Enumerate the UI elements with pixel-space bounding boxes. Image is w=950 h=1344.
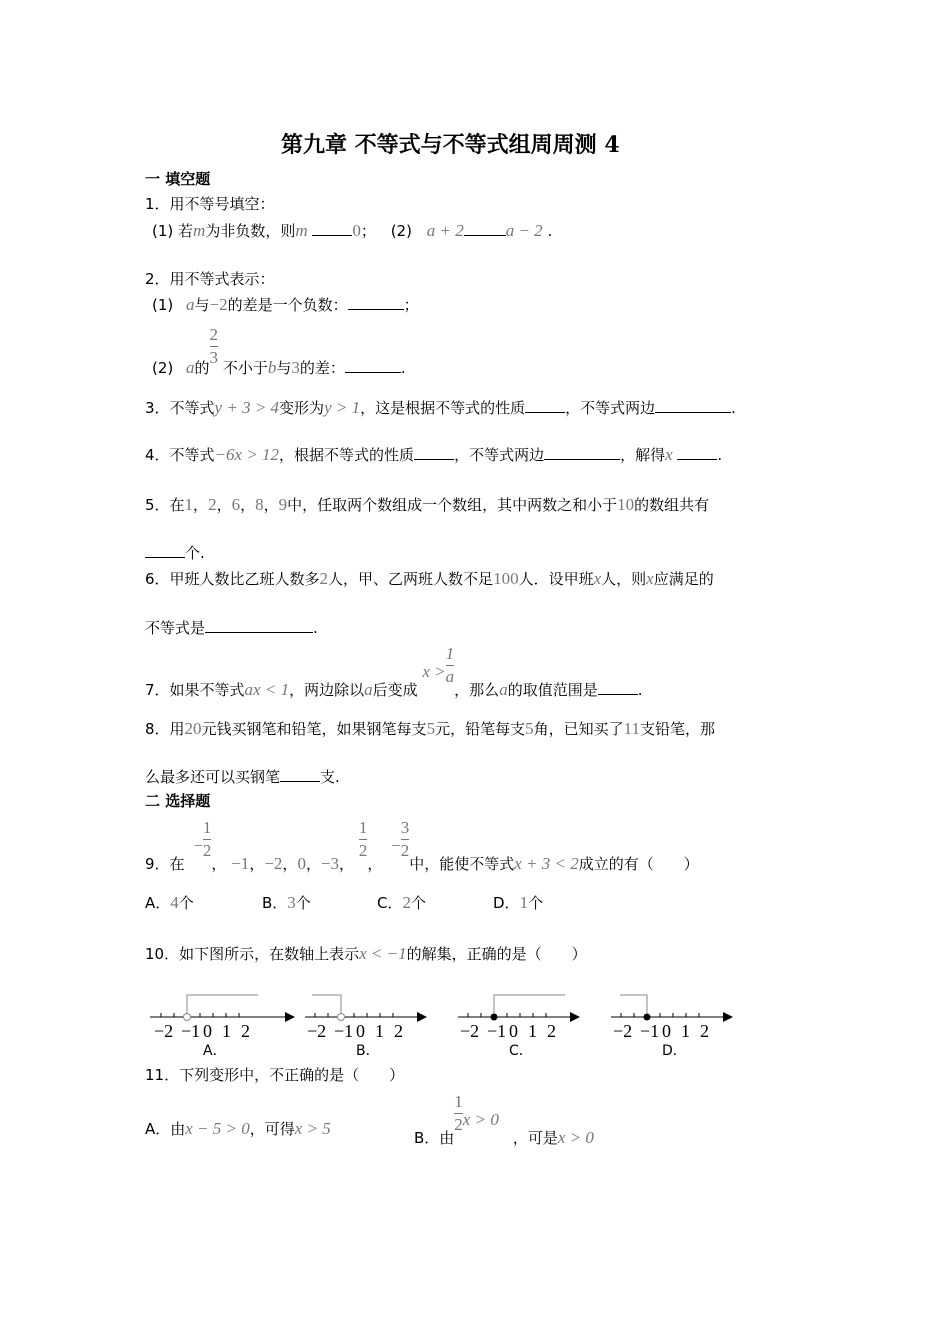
ineq-y-gt-1: y > 1 <box>324 398 361 417</box>
var-a: a <box>186 358 195 377</box>
q1-end: . <box>547 222 553 240</box>
number-line-a[interactable] <box>150 995 295 1022</box>
var-a-2: a <box>499 680 508 699</box>
axis-label: 1 <box>528 1021 537 1041</box>
q2-p2-label: (2) <box>152 359 174 377</box>
ineq-x-gt-5: x > 5 <box>294 1119 331 1138</box>
num: 1 <box>184 495 194 514</box>
answer-blank[interactable] <box>280 767 320 782</box>
answer-blank[interactable] <box>145 543 185 558</box>
axis-label: −1 <box>640 1021 660 1041</box>
ineq-y-plus-3: y + 3 > 4 <box>214 398 280 417</box>
q6-mid3: 人，则 <box>601 570 647 588</box>
answer-blank[interactable] <box>598 680 638 695</box>
num: 9 <box>278 495 288 514</box>
q7-mid2: 后变成 <box>372 681 418 699</box>
axis-label: 0 <box>203 1021 212 1041</box>
q5-line2-tail: 个. <box>185 544 205 562</box>
q7-tail: 的取值范围是 <box>507 681 598 699</box>
q6-mid1: 人，甲、乙两班人数不足 <box>328 570 494 588</box>
option-label-c: C． <box>509 1043 533 1059</box>
q6-line2 <box>145 617 318 638</box>
q3-tail1: ，这是根据不等式的性质 <box>360 399 526 417</box>
q6-mid2: 人．设甲班 <box>518 570 594 588</box>
q2-p2-de: 的 <box>194 359 210 377</box>
q8-line2 <box>145 766 340 787</box>
q7-end: . <box>637 681 643 699</box>
q2-line1 <box>152 294 419 315</box>
q2-p2-yu: 与 <box>276 359 292 377</box>
q8-line2-tail: 支. <box>320 768 340 786</box>
q4-prefix: 4．不等式 <box>145 446 215 464</box>
num-five: 5 <box>426 719 436 738</box>
q6-tail: 应满足的 <box>653 570 714 588</box>
q2-p2-tail: 的差： <box>299 359 345 377</box>
axis-label: −1 <box>181 1021 201 1041</box>
q2-end: . <box>400 359 406 377</box>
q8-mid2: 元，铅笔每支 <box>435 720 526 738</box>
fraction-half: $\frac{1}{2}$ <box>454 1092 463 1134</box>
axis-label: 2 <box>394 1021 403 1041</box>
ineq-x-lt-neg1: x < −1 <box>359 944 407 963</box>
answer-blank[interactable] <box>414 445 454 460</box>
answer-blank[interactable] <box>655 398 731 413</box>
ineq-x-gt-0: x > 0 <box>557 1128 594 1147</box>
number-line-options <box>145 985 745 1060</box>
q3-line <box>145 397 736 418</box>
ineq-x-plus-3: x + 3 < 2 <box>514 854 579 873</box>
num-neg3: −3 <box>320 854 340 873</box>
q1-p2-label: (2) <box>390 222 412 240</box>
axis-label: 2 <box>547 1021 556 1041</box>
answer-blank[interactable] <box>345 358 401 373</box>
q9-tail: 成立的有（ ） <box>578 855 699 873</box>
q6-line1 <box>145 568 714 589</box>
axis-label: −2 <box>154 1021 174 1041</box>
axis-label: 2 <box>700 1021 709 1041</box>
q3-prefix: 3．不等式 <box>145 399 215 417</box>
q7-prefix: 7．如果不等式 <box>145 681 245 699</box>
answer-blank[interactable] <box>677 445 717 460</box>
axis-label: −1 <box>334 1021 354 1041</box>
q8-prefix: 8．用 <box>145 720 185 738</box>
num: 6 <box>231 495 241 514</box>
minus-sign-2: − <box>391 836 401 855</box>
num-twenty: 20 <box>184 719 202 738</box>
q9-mid: 中，能使不等式 <box>409 855 515 873</box>
axis-label: 1 <box>681 1021 690 1041</box>
var-m: m <box>193 221 206 240</box>
number-line-c[interactable] <box>458 995 580 1022</box>
var-b: b <box>267 358 277 377</box>
q8-mid3: 角，已知买了 <box>533 720 624 738</box>
page-title: 第九章 不等式与不等式组周周测 4 <box>281 132 620 158</box>
q2-p1-mid: 与 <box>194 296 210 314</box>
section-heading-fill-blank: 一 填空题 <box>145 170 211 188</box>
q2-stem: 2．用不等式表示： <box>145 270 275 288</box>
answer-blank[interactable] <box>348 295 404 310</box>
q7-line <box>145 640 643 699</box>
var-x-2: x <box>646 569 654 588</box>
answer-blank[interactable] <box>544 445 620 460</box>
q1-p1-prefix: (1) 若 <box>152 222 194 240</box>
axis-label: −2 <box>613 1021 633 1041</box>
axis-label: 0 <box>662 1021 671 1041</box>
q1-stem: 1．用不等号填空： <box>145 195 275 213</box>
axis-label: 0 <box>356 1021 365 1041</box>
q5-line2 <box>145 542 205 563</box>
fraction-two-thirds: $\frac{2}{3}$ <box>209 325 219 367</box>
var-a: a <box>186 295 195 314</box>
num: 2 <box>208 495 217 514</box>
fraction-half: $\frac{1}{2}$ <box>358 818 368 860</box>
option-label-d: D． <box>662 1043 687 1059</box>
q4-tail1: ，根据不等式的性质 <box>279 446 415 464</box>
axis-label: 1 <box>375 1021 384 1041</box>
number-line-d[interactable] <box>611 995 733 1022</box>
q3-mid: 变形为 <box>279 399 325 417</box>
q11-option-a[interactable]: A．由x − 5 > 0，可得x > 5 <box>145 1119 331 1138</box>
axis-label: −2 <box>307 1021 327 1041</box>
q11-option-b[interactable]: B．由 $\frac{1}{2}$ x > 0，可是x > 0 <box>414 1092 594 1147</box>
number-line-b[interactable] <box>305 995 427 1022</box>
num-eleven: 11 <box>623 719 640 738</box>
q5-prefix: 5．在 <box>145 496 185 514</box>
q8-tail: 支铅笔，那 <box>639 720 715 738</box>
expr-a-minus-2: a − 2 <box>505 221 543 240</box>
num-five-2: 5 <box>525 719 534 738</box>
num-two: 2 <box>319 569 329 588</box>
option-label-a: A． <box>203 1043 227 1059</box>
q10-tail: 的解集，正确的是（ ） <box>406 945 587 963</box>
q7-mid3: ，那么 <box>454 681 500 699</box>
ineq-ax-lt-1: ax < 1 <box>244 680 290 699</box>
answer-blank[interactable] <box>464 221 506 236</box>
q9-line: 9．在 − $\frac{1}{2}$ ， −1，−2，0，−3， $\frac{1}{2}$ ， − $\frac{3}{2}$ 中，能使不等式x + 3 < 2成立的有（ ） <box>145 818 699 873</box>
q3-end: . <box>731 399 736 417</box>
axis-label: −1 <box>487 1021 507 1041</box>
q2-p1-label: (1) <box>152 296 174 314</box>
q10-line <box>145 943 587 964</box>
q10-prefix: 10．如下图所示，在数轴上表示 <box>145 945 360 963</box>
q5-tail: 的数组共有 <box>634 496 710 514</box>
axis-label: 1 <box>222 1021 231 1041</box>
axis-label: −2 <box>460 1021 480 1041</box>
section-heading-choice: 二 选择题 <box>145 792 211 810</box>
num-neg2: −2 <box>264 854 283 873</box>
answer-blank[interactable] <box>205 618 313 633</box>
q7-mid1: ，两边除以 <box>289 681 365 699</box>
ineq-neg6x: −6x > 12 <box>214 445 280 464</box>
answer-blank[interactable] <box>312 221 352 236</box>
num-ten: 10 <box>617 495 635 514</box>
num-zero: 0 <box>352 221 361 240</box>
q5-line1: 5．在1，2，6，8，9中，任取两个数组成一个数组，其中两数之和小于10的数组共有 <box>145 495 710 514</box>
var-x: x <box>593 569 602 588</box>
q2-semicolon: ； <box>403 296 419 314</box>
q11-stem: 11．下列变形中，不正确的是（ ） <box>145 1066 405 1084</box>
q4-line <box>145 444 722 465</box>
q2-p1-tail: 的差是一个负数： <box>227 296 348 314</box>
q8-mid1: 元钱买钢笔和铅笔，如果钢笔每支 <box>201 720 427 738</box>
minus-sign: − <box>193 836 203 855</box>
q6-end: . <box>313 619 318 637</box>
q8-line2-text: 么最多还可以买钢笔 <box>145 768 281 786</box>
q9-option-d[interactable]: D．1个 <box>493 893 544 912</box>
q9-option-b[interactable]: B．3个 <box>262 893 311 912</box>
q1-sep: ； <box>360 222 376 240</box>
num-zero: 0 <box>297 854 306 873</box>
q9-option-c[interactable]: C．2个 <box>377 893 426 912</box>
ineq-x-minus-5: x − 5 > 0 <box>185 1119 250 1138</box>
q1-p1-mid: 为非负数，则 <box>205 222 296 240</box>
q3-tail2: ，不等式两边 <box>565 399 656 417</box>
option-label-b: B． <box>356 1043 380 1059</box>
axis-label: 2 <box>241 1021 250 1041</box>
ineq-half-x: x > 0 <box>462 1110 499 1129</box>
q9-prefix: 9．在 <box>145 855 185 873</box>
expr-a-plus-2: a + 2 <box>426 221 464 240</box>
expr-x-gt: x > <box>422 662 446 681</box>
var-x: x <box>665 445 673 464</box>
q6-prefix: 6．甲班人数比乙班人数多 <box>145 570 320 588</box>
q2-p2-mid: 不小于 <box>222 359 268 377</box>
q6-line2-text: 不等式是 <box>145 619 206 637</box>
q4-tail2: ，不等式两边 <box>454 446 545 464</box>
fraction-neg-three-halves: $\frac{3}{2}$ <box>400 818 410 860</box>
axis-label: 0 <box>509 1021 518 1041</box>
q9-option-a[interactable]: A．4个 <box>145 893 194 912</box>
num-neg1: −1 <box>231 854 250 873</box>
var-m-2: m <box>295 221 308 240</box>
q1-line <box>152 220 552 241</box>
num-hundred: 100 <box>493 569 519 588</box>
q5-mid: 中，任取两个数组成一个数组，其中两数之和小于 <box>287 496 618 514</box>
q2-line2 <box>152 318 406 377</box>
var-a: a <box>364 680 373 699</box>
fraction-one-over-a: $\frac{1}{a}$ <box>445 644 455 686</box>
fraction-neg-half: $\frac{1}{2}$ <box>202 818 212 860</box>
num: 8 <box>255 495 264 514</box>
q8-line1 <box>145 718 715 739</box>
num-three: 3 <box>291 358 300 377</box>
q4-end: . <box>717 446 723 464</box>
num-neg2: −2 <box>209 295 228 314</box>
q4-tail3: ，解得 <box>620 446 666 464</box>
answer-blank[interactable] <box>525 398 565 413</box>
